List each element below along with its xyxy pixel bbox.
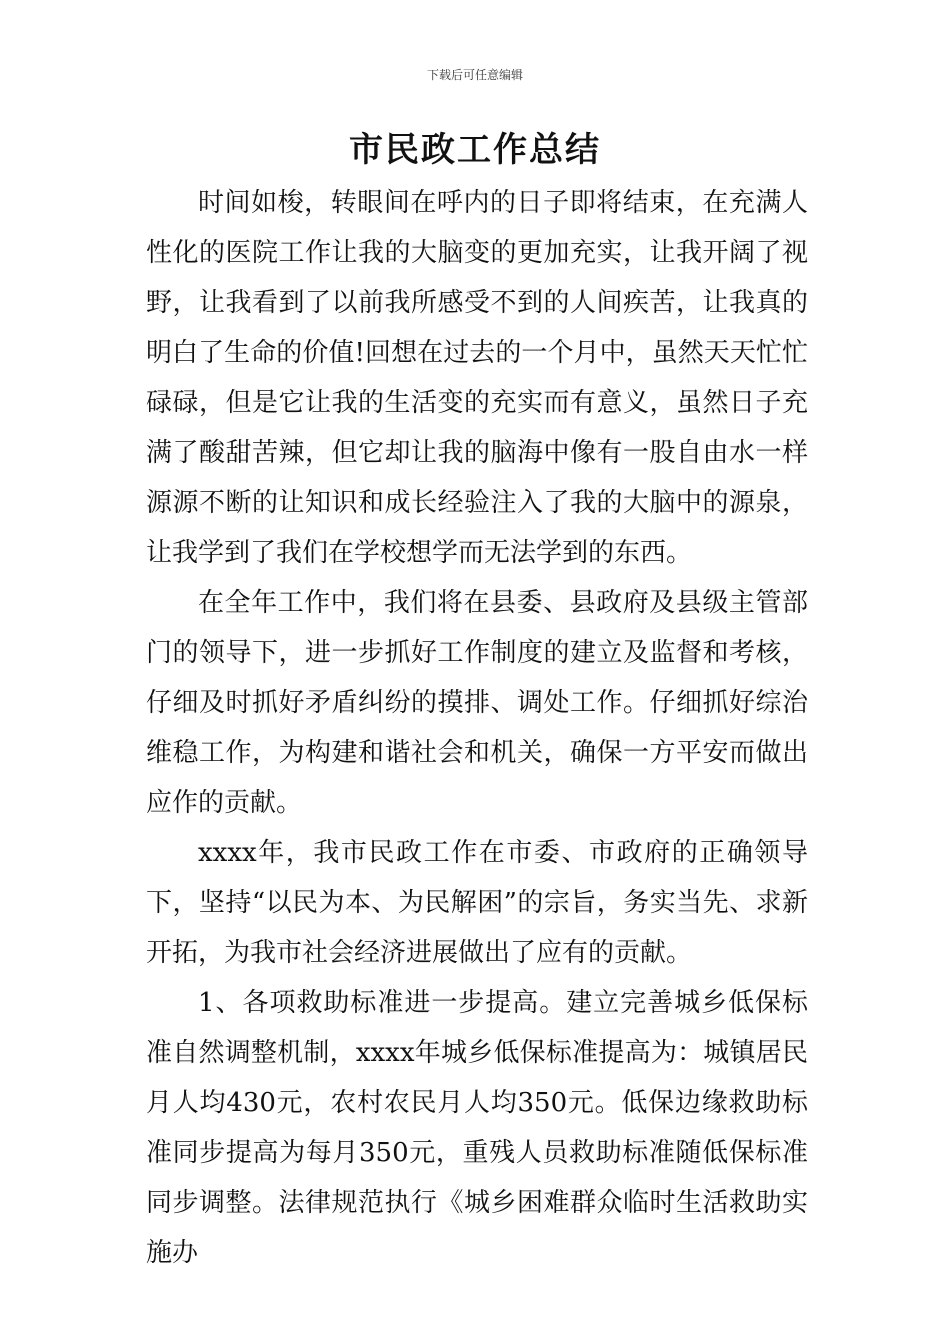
paragraph-4: 1、各项救助标准进一步提高。建立完善城乡低保标准自然调整机制，xxxx年城乡低保标准提高为：城镇居民月人均430元，农村农民月人均350元。低保边缘救助标准同步提高为每月350元，重残人员救助标准随低保标准同步调整。法律规范执行《城乡困难群众临时生活救助实施办 <box>146 988 808 1268</box>
paragraph-3: xxxx年，我市民政工作在市委、市政府的正确领导下，坚持“以民为本、为民解困”的宗旨，务实当先、求新开拓，为我市社会经济进展做出了应有的贡献。 <box>146 838 808 968</box>
paragraph-2: 在全年工作中，我们将在县委、县政府及县级主管部门的领导下，进一步抓好工作制度的建立及监督和考核，仔细及时抓好矛盾纠纷的摸排、调处工作。仔细抓好综治维稳工作，为构建和谐社会和机关，确保一方平安而做出应作的贡献。 <box>146 588 808 818</box>
paragraph-1: 时间如梭，转眼间在呼内的日子即将结束，在充满人性化的医院工作让我的大脑变的更加充实，让我开阔了视野，让我看到了以前我所感受不到的人间疾苦，让我真的明白了生命的价值!回想在过去的一个月中，虽然天天忙忙碌碌，但是它让我的生活变的充实而有意义，虽然日子充满了酸甜苦辣，但它却让我的脑海中像有一股自由水一样源源不断的让知识和成长经验注入了我的大脑中的源泉，让我学到了我们在学校想学而无法学到的东西。 <box>146 188 808 568</box>
header-note: 下载后可任意编辑 <box>426 68 523 82</box>
page-title: 市民政工作总结 <box>349 130 601 170</box>
document-body <box>146 178 808 1278</box>
